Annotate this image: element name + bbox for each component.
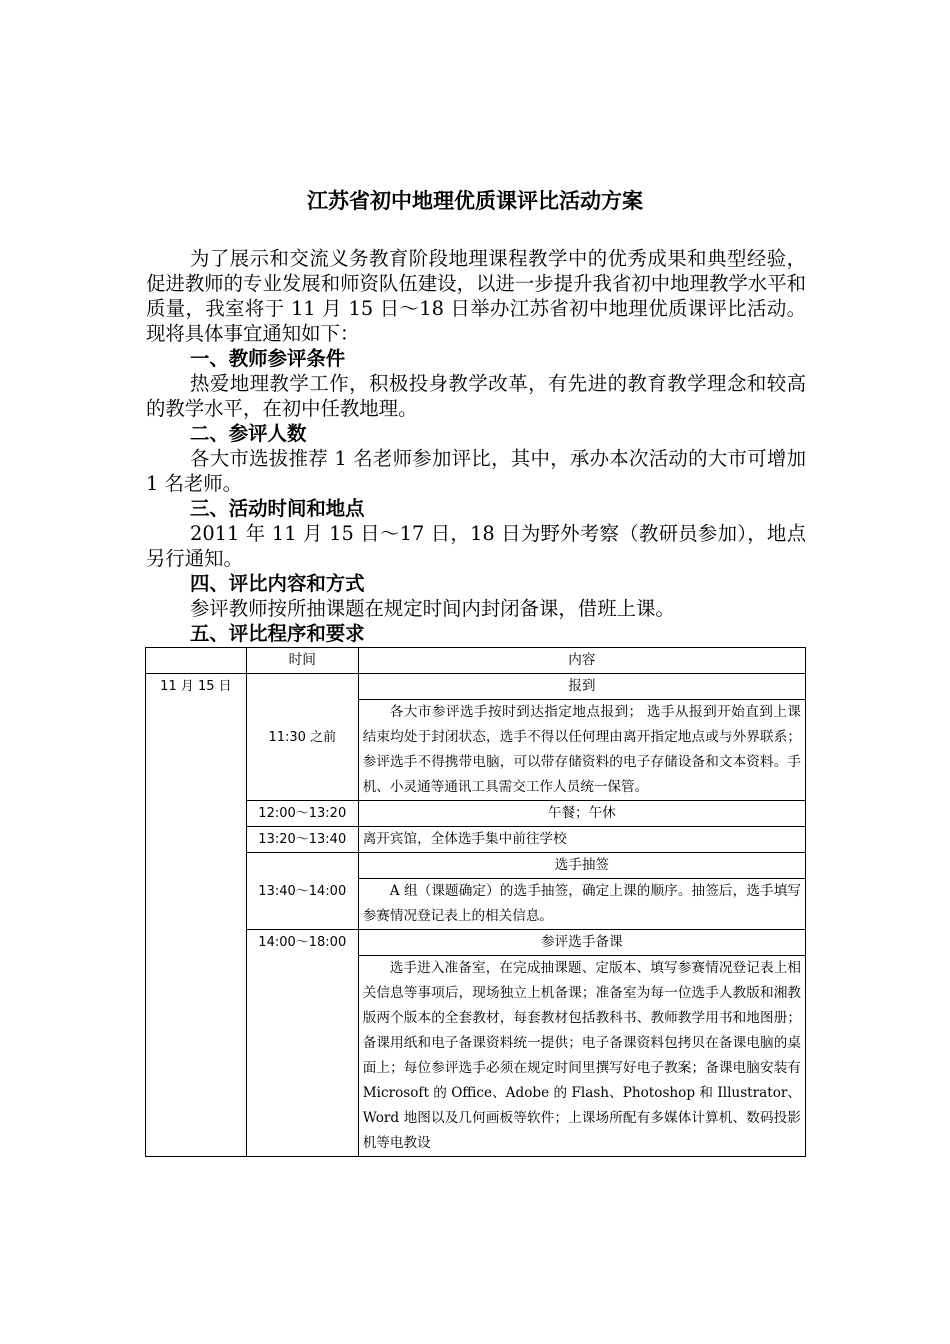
date-cell: 11 月 15 日	[146, 674, 247, 1157]
section-heading-4: 四、评比内容和方式	[190, 572, 365, 595]
content-title: 报到	[358, 674, 805, 700]
time-cell: 12:00～13:20	[246, 801, 358, 827]
header-time: 时间	[246, 648, 358, 674]
intro-paragraph: 为了展示和交流义务教育阶段地理课程教学中的优秀成果和典型经验，促进教师的专业发展和师资队伍建设，以进一步提升我省初中地理教学水平和质量，我室将于 11 月 15 日～18 日举办江苏省初中地理优质课评比活动。现将具体事宜通知如下：	[146, 247, 806, 345]
table-header-row	[146, 648, 806, 674]
section-text-1: 热爱地理教学工作，积极投身教学改革，有先进的教育教学理念和较高的教学水平，在初中任教地理。	[146, 372, 806, 420]
section-text-2: 各大市选拔推荐 1 名老师参加评比，其中，承办本次活动的大市可增加 1 名老师。	[146, 447, 806, 495]
content-detail: A 组（课题确定）的选手抽签，确定上课的顺序。抽签后，选手填写参赛情况登记表上的相关信息。	[358, 879, 805, 930]
time-cell: 11:30 之前	[246, 674, 358, 801]
content-title: 选手抽签	[358, 853, 805, 879]
header-blank-cell	[146, 648, 247, 674]
table-row	[146, 674, 806, 700]
document-body	[146, 246, 806, 646]
section-text-4: 参评教师按所抽课题在规定时间内封闭备课，借班上课。	[190, 597, 675, 620]
content-title: 午餐；午休	[358, 801, 805, 827]
document-title: 江苏省初中地理优质课评比活动方案	[307, 189, 643, 213]
content-detail: 各大市参评选手按时到达指定地点报到； 选手从报到开始直到上课结束均处于封闭状态，选手不得以任何理由离开指定地点或与外界联系；参评选手不得携带电脑，可以带存储资料的电子存储设备和文本资料。手机、小灵通等通讯工具需交工作人员统一保管。	[358, 700, 805, 801]
section-heading-3: 三、活动时间和地点	[190, 497, 365, 520]
time-cell: 14:00～18:00	[246, 930, 358, 1157]
time-cell: 13:20～13:40	[246, 827, 358, 853]
schedule-table	[145, 647, 806, 1157]
time-cell: 13:40～14:00	[246, 853, 358, 930]
content-title: 参评选手备课	[358, 930, 805, 956]
section-heading-5: 五、评比程序和要求	[190, 622, 365, 645]
header-content: 内容	[358, 648, 805, 674]
content-detail: 选手进入准备室，在完成抽课题、定版本、填写参赛情况登记表上相关信息等事项后，现场独立上机备课；准备室为每一位选手人教版和湘教版两个版本的全套教材，每套教材包括教科书、教师教学用书和地图册；备课用纸和电子备课资料统一提供；电子备课资料包拷贝在备课电脑的桌面上；每位参评选手必须在规定时间里撰写好电子教案；备课电脑安装有 Microsoft 的 Office、Adobe 的 Flash、Photoshop 和 Illustrator、 Word 地图以及几何画板等软件；上课场所配有多媒体计算机、数码投影机等电教设	[358, 956, 805, 1157]
section-text-3: 2011 年 11 月 15 日～17 日，18 日为野外考察（教研员参加），地点另行通知。	[146, 522, 806, 570]
section-heading-1: 一、教师参评条件	[190, 347, 346, 370]
content-text: 离开宾馆，全体选手集中前往学校	[358, 827, 805, 853]
section-heading-2: 二、参评人数	[190, 422, 307, 445]
